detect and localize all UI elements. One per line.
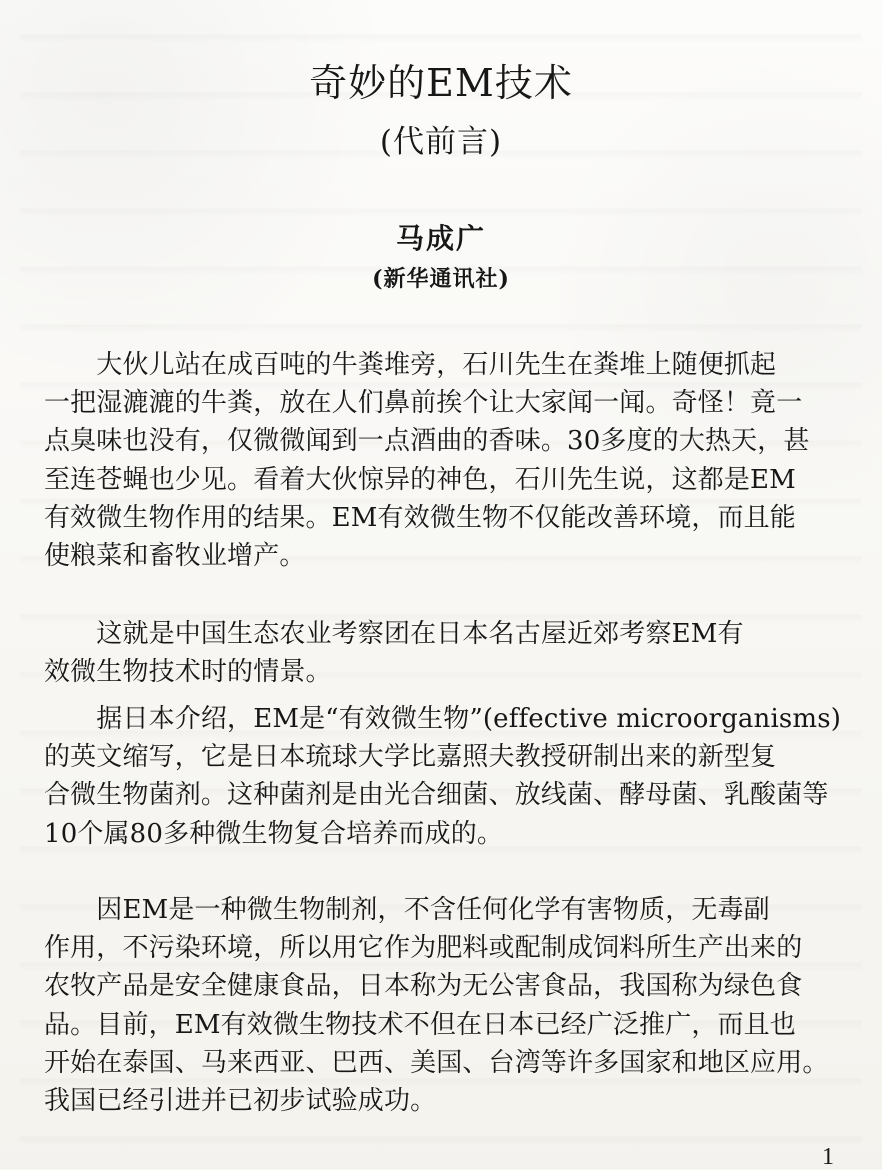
author-name: 马成广 [395, 222, 486, 255]
body-paragraph-3: 据日本介绍，EM是“有效微生物”(effective microorganisms) 的英文缩写，它是日本琉球大学比嘉照夫教授研制出来的新型复 合微生物菌剂。这种菌剂是由光合细菌、放线菌、酵母菌、乳酸菌等 10个属80多种微生物复合培养而成的。 [44, 704, 841, 849]
document-subtitle: (代前言) [379, 124, 503, 160]
page-number: 1 [822, 1144, 834, 1170]
document-title: 奇妙的EM技术 [309, 61, 573, 105]
body-paragraph-4: 因EM是一种微生物制剂，不含任何化学有害物质，无毒副 作用，不污染环境，所以用它作为肥料或配制成饲料所生产出来的 农牧产品是安全健康食品，日本称为无公害食品，我国称为绿色食 品。目前，EM有效微生物技术不但在日本已经广泛推广，而且也 开始在泰国、马来西亚、巴西、美国、台湾等许多国家和地区应用。 我国已经引进并已初步试验成功。 [44, 895, 829, 1117]
author-organization: (新华通讯社) [372, 266, 510, 292]
body-paragraph-1: 大伙儿站在成百吨的牛粪堆旁，石川先生在粪堆上随便抓起 一把湿漉漉的牛粪，放在人们鼻前挨个让大家闻一闻。奇怪！竟一 点臭味也没有，仅微微闻到一点酒曲的香味。30多度的大热天，甚 至连苍蝇也少见。看着大伙惊异的神色，石川先生说，这都是EM 有效微生物作用的结果。EM有效微生物不仅能改善环境，而且能 使粮菜和畜牧业增产。 [44, 350, 810, 572]
body-paragraph-2: 这就是中国生态农业考察团在日本名古屋近郊考察EM有 效微生物技术时的情景。 [44, 619, 744, 688]
